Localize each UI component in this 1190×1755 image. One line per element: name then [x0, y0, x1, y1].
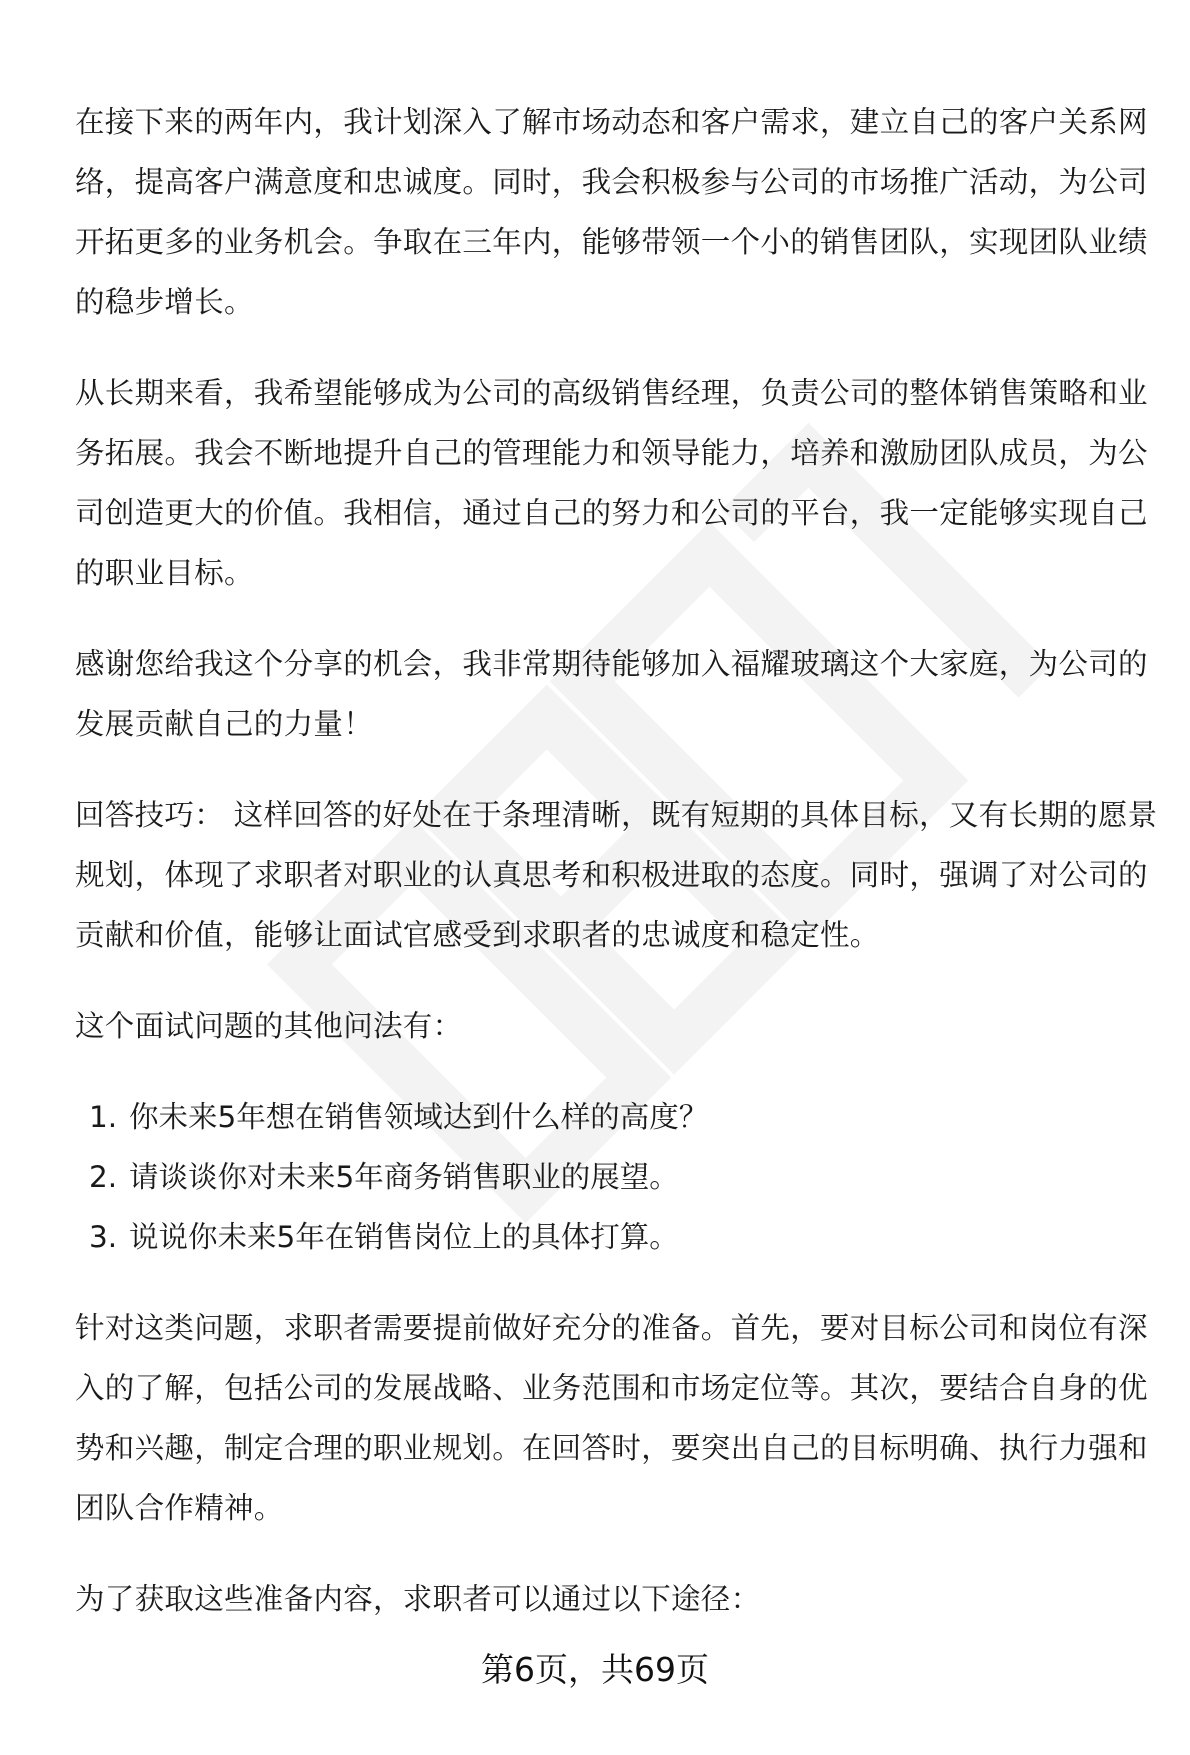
paragraph-line: 团队合作精神。 — [75, 1491, 284, 1525]
page-number-footer: 第6页，共69页 — [481, 1650, 709, 1689]
paragraph-group-closing — [75, 1298, 1155, 1629]
paragraph-line: 络，提高客户满意度和忠诚度。同时，我会积极参与公司的市场推广活动，为公司 — [75, 165, 1148, 199]
paragraph-line: 回答技巧： 这样回答的好处在于条理清晰，既有短期的具体目标，又有长期的愿景 — [75, 798, 1158, 832]
paragraph — [75, 634, 1155, 754]
paragraph — [75, 785, 1158, 965]
alternate-questions-list — [75, 1087, 1155, 1267]
paragraph-line: 的职业目标。 — [75, 556, 254, 590]
paragraph-line: 务拓展。我会不断地提升自己的管理能力和领导能力，培养和激励团队成员，为公 — [75, 436, 1148, 470]
list-item-text: 你未来5年想在销售领域达到什么样的高度？ — [129, 1100, 709, 1134]
list-item-text: 请谈谈你对未来5年商务销售职业的展望。 — [129, 1160, 679, 1194]
paragraph — [75, 1569, 1155, 1629]
paragraph-line: 开拓更多的业务机会。争取在三年内，能够带领一个小的销售团队，实现团队业绩 — [75, 225, 1148, 259]
paragraph-line: 势和兴趣，制定合理的职业规划。在回答时，要突出自己的目标明确、执行力强和 — [75, 1431, 1148, 1465]
paragraph-line: 从长期来看，我希望能够成为公司的高级销售经理，负责公司的整体销售策略和业 — [75, 376, 1148, 410]
paragraph — [75, 363, 1155, 603]
paragraph-line: 贡献和价值，能够让面试官感受到求职者的忠诚度和稳定性。 — [75, 918, 880, 952]
paragraph-line: 入的了解，包括公司的发展战略、业务范围和市场定位等。其次，要结合自身的优 — [75, 1371, 1148, 1405]
list-item — [75, 1207, 1155, 1267]
paragraph-line: 司创造更大的价值。我相信，通过自己的努力和公司的平台，我一定能够实现自己 — [75, 496, 1148, 530]
paragraph-line: 这个面试问题的其他问法有： — [75, 1009, 463, 1043]
paragraph — [75, 92, 1155, 332]
paragraph-line: 针对这类问题，求职者需要提前做好充分的准备。首先，要对目标公司和岗位有深 — [75, 1311, 1148, 1345]
paragraph — [75, 996, 1155, 1056]
list-item-number: 2. — [89, 1160, 118, 1194]
document-body — [75, 92, 1158, 1660]
paragraph-line: 在接下来的两年内，我计划深入了解市场动态和客户需求，建立自己的客户关系网 — [75, 105, 1148, 139]
list-item — [75, 1147, 1155, 1207]
list-item-number: 1. — [89, 1100, 118, 1134]
list-item-text: 说说你未来5年在销售岗位上的具体打算。 — [129, 1220, 679, 1254]
paragraph-group-intro — [75, 92, 1158, 1056]
paragraph-line: 为了获取这些准备内容，求职者可以通过以下途径： — [75, 1582, 761, 1616]
paragraph-line: 的稳步增长。 — [75, 285, 254, 319]
paragraph-line: 规划，体现了求职者对职业的认真思考和积极进取的态度。同时，强调了对公司的 — [75, 858, 1148, 892]
list-item — [75, 1087, 1155, 1147]
list-item-number: 3. — [89, 1220, 118, 1254]
paragraph — [75, 1298, 1155, 1538]
paragraph-line: 发展贡献自己的力量！ — [75, 707, 374, 741]
paragraph-line: 感谢您给我这个分享的机会，我非常期待能够加入福耀玻璃这个大家庭，为公司的 — [75, 647, 1148, 681]
